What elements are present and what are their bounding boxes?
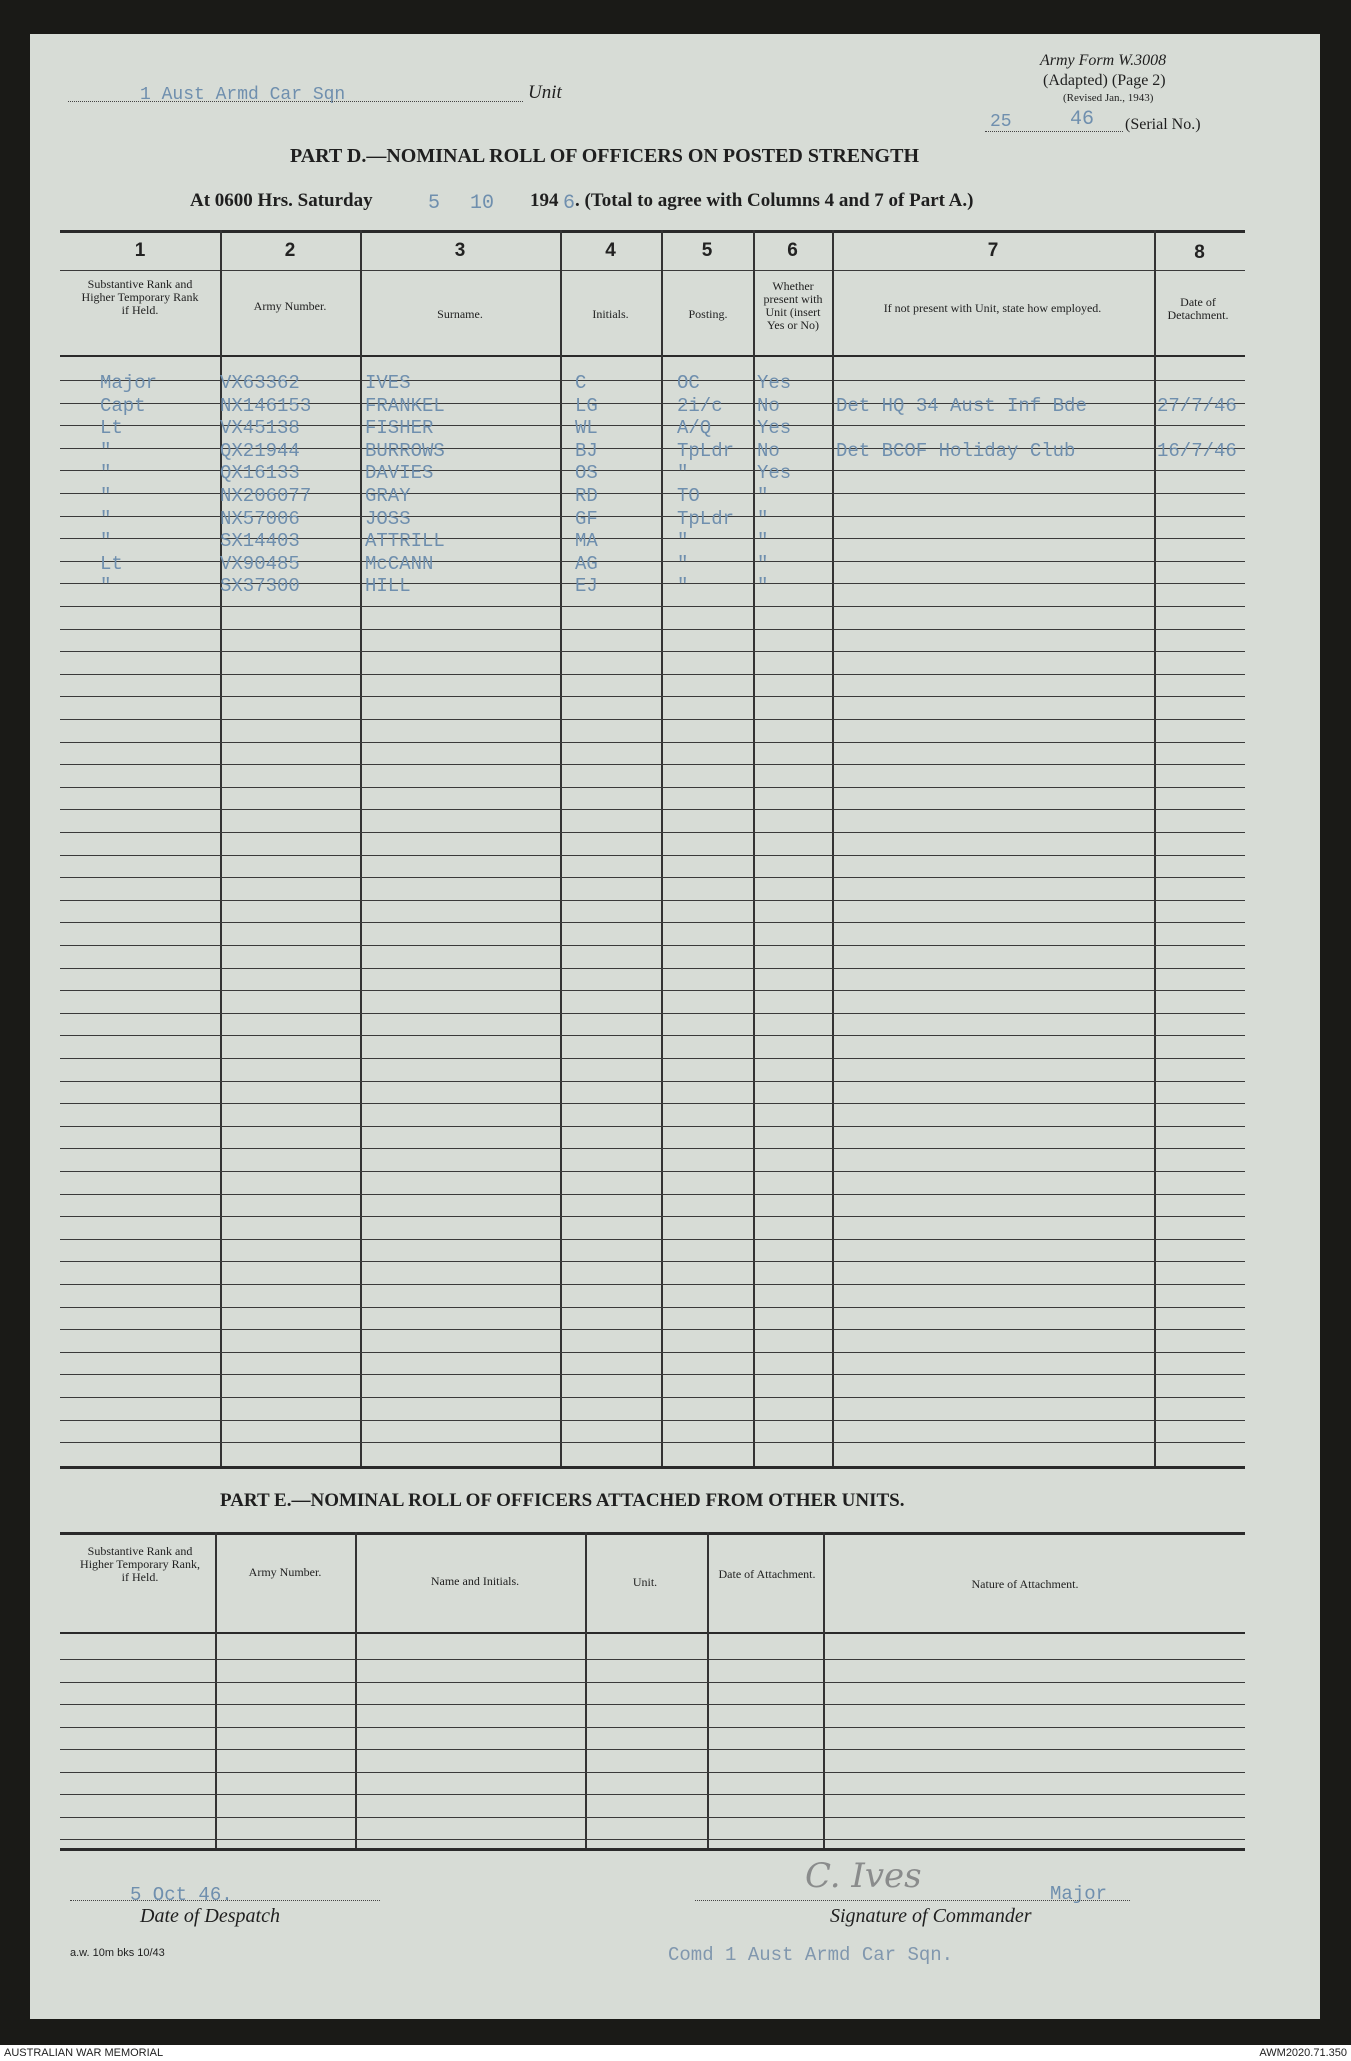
cell-posting: " [677, 575, 689, 598]
form-revised: (Revised Jan., 1943) [1063, 92, 1154, 104]
cell-rank: Major [100, 372, 158, 394]
cell-present: No [757, 394, 780, 417]
e-header-rank: Substantive Rank and Higher Temporary Rank, if Held. [80, 1544, 200, 1584]
col-header-initials: Initials. [592, 307, 629, 321]
col-number-8: 8 [1194, 242, 1205, 263]
cell-surname: DAVIES [365, 462, 434, 485]
unit-label: Unit [528, 82, 562, 103]
command-line: Comd 1 Aust Armd Car Sqn. [668, 1944, 954, 1966]
ruled-line [60, 1772, 1245, 1773]
cell-surname: HILL [365, 575, 411, 598]
cell-rank: " [100, 530, 112, 553]
cell-present: Yes [757, 372, 792, 394]
cell-present: Yes [757, 417, 792, 440]
ruled-line [60, 1058, 1245, 1059]
cell-present: " [757, 485, 769, 507]
col-header-posting: Posting. [688, 307, 728, 321]
ruled-line [60, 855, 1245, 856]
cell-initials: MA [575, 530, 598, 553]
col-header-detachment: Date of Detachment. [1167, 295, 1229, 322]
cell-present: No [757, 439, 780, 462]
cell-employment: Det BCOF Holiday Club [836, 439, 1076, 462]
col-number-2: 2 [284, 240, 296, 261]
ruled-line [60, 1148, 1245, 1149]
cell-surname: GRAY [365, 485, 411, 507]
ruled-line [60, 945, 1245, 946]
cell-rank: " [100, 485, 112, 507]
cell-initials: GF [575, 507, 598, 530]
ruled-line [60, 629, 1245, 630]
ruled-line [60, 922, 1245, 923]
despatch-date: 5 Oct 46. [130, 1884, 233, 1906]
ruled-line [60, 742, 1245, 743]
ruled-line [60, 1284, 1245, 1285]
serial-label: (Serial No.) [1125, 116, 1201, 133]
cell-initials: LG [575, 394, 598, 417]
date-day: 5 [428, 192, 441, 215]
cell-detachment-date: 16/7/46 [1157, 439, 1237, 462]
cell-rank: " [100, 507, 112, 530]
ruled-line [60, 900, 1245, 901]
cell-initials: RD [575, 485, 598, 507]
cell-army-number: NX206077 [220, 485, 312, 507]
col-number-3: 3 [454, 240, 466, 261]
cell-detachment-date: 27/7/46 [1157, 394, 1237, 417]
col-number-7: 7 [987, 240, 999, 261]
ruled-line [60, 1261, 1245, 1262]
cell-army-number: QX16133 [220, 462, 300, 485]
cell-army-number: VX90485 [220, 552, 300, 575]
ruled-line [60, 1307, 1245, 1308]
cell-initials: C [575, 372, 587, 394]
ruled-line [60, 1442, 1245, 1443]
e-header-name: Name and Initials. [430, 1574, 520, 1588]
serial-a: 25 [990, 112, 1012, 132]
ruled-line [60, 1216, 1245, 1217]
ruled-line [60, 787, 1245, 788]
cell-rank: " [100, 462, 112, 485]
part-e-title: PART E.—NOMINAL ROLL OF OFFICERS ATTACHED FROM OTHER UNITS. [220, 1490, 905, 1511]
col-header-army-number: Army Number. [253, 299, 327, 313]
col-header-employed: If not present with Unit, state how employed. [883, 301, 1102, 315]
form-title: Army Form W.3008 [1040, 52, 1167, 69]
ruled-line [60, 1239, 1245, 1240]
ruled-line [60, 1817, 1245, 1818]
footer-accession: AWM2020.71.350 [1259, 2047, 1347, 2059]
cell-army-number: NX146153 [220, 394, 312, 417]
ruled-line [60, 877, 1245, 878]
cell-rank: Lt [100, 552, 123, 575]
ruled-line [60, 1794, 1245, 1795]
ruled-line [60, 832, 1245, 833]
ruled-line [60, 1839, 1245, 1840]
col-number-1: 1 [134, 240, 146, 261]
cell-rank: " [100, 575, 112, 598]
ruled-line [60, 764, 1245, 765]
at-text-2: . (Total to agree with Columns 4 and 7 of Part A.) [575, 190, 974, 211]
ruled-line [60, 1374, 1245, 1375]
cell-surname: JOSS [365, 507, 411, 530]
cell-surname: FISHER [365, 417, 434, 440]
cell-posting: 2i/c [677, 394, 723, 417]
cell-initials: OS [575, 462, 598, 485]
cell-rank: " [100, 439, 112, 462]
cell-rank: Capt [100, 394, 146, 417]
unit-dotted-line [68, 101, 523, 102]
ruled-line [60, 1194, 1245, 1195]
date-year-print: 194 [530, 190, 559, 211]
e-header-unit: Unit. [632, 1575, 658, 1589]
form-adapted: (Adapted) (Page 2) [1043, 72, 1166, 89]
ruled-line [60, 1397, 1245, 1398]
cell-present: " [757, 507, 769, 530]
cell-army-number: SX14403 [220, 530, 300, 553]
part-d-title: PART D.—NOMINAL ROLL OF OFFICERS ON POSTED STRENGTH [290, 145, 920, 167]
ruled-line [60, 1013, 1245, 1014]
signature-scrawl: C. Ives [805, 1856, 922, 1896]
ruled-line [60, 606, 1245, 607]
unit-value: 1 Aust Armd Car Sqn [140, 85, 346, 105]
cell-army-number: VX63362 [220, 372, 300, 394]
cell-posting: OC [677, 372, 700, 394]
cell-present: " [757, 530, 769, 553]
ruled-line [60, 1103, 1245, 1104]
ruled-line [60, 1329, 1245, 1330]
ruled-line [60, 809, 1245, 810]
ruled-line [60, 674, 1245, 675]
cell-army-number: NX57006 [220, 507, 300, 530]
ruled-line [60, 1081, 1245, 1082]
ruled-line [60, 990, 1245, 991]
ruled-line [60, 1727, 1245, 1728]
despatch-dotted-line [70, 1900, 380, 1901]
serial-b: 46 [1070, 108, 1095, 131]
cell-initials: WL [575, 417, 598, 440]
cell-posting: TO [677, 485, 700, 507]
col-number-4: 4 [605, 240, 616, 261]
cell-posting: TpLdr [677, 507, 735, 530]
cell-posting: " [677, 462, 689, 485]
signature-label: Signature of Commander [830, 1905, 1032, 1927]
cell-posting: " [677, 552, 689, 575]
archive-footer [0, 2045, 1351, 2061]
e-header-date: Date of Attachment. [718, 1567, 816, 1581]
commander-rank: Major [1050, 1883, 1108, 1905]
col-header-surname: Surname. [437, 307, 483, 321]
cell-initials: EJ [575, 575, 598, 598]
date-year-typed: 6 [563, 192, 576, 215]
despatch-label: Date of Despatch [140, 1905, 280, 1927]
col-number-6: 6 [787, 240, 798, 261]
serial-dotted-line [985, 131, 1123, 132]
ruled-line [60, 1126, 1245, 1127]
cell-surname: FRANKEL [365, 394, 445, 417]
ruled-line [60, 1420, 1245, 1421]
ruled-line [60, 1171, 1245, 1172]
cell-army-number: SX37300 [220, 575, 300, 598]
signature-dotted-line [695, 1900, 1130, 1901]
cell-army-number: QX21944 [220, 439, 300, 462]
col-header-rank: Substantive Rank and Higher Temporary Rank if Held. [81, 277, 199, 317]
ruled-line [60, 1682, 1245, 1683]
cell-posting: TpLdr [677, 439, 735, 462]
cell-surname: IVES [365, 372, 411, 394]
ruled-line [60, 651, 1245, 652]
col-header-present: Whether present with Unit (insert Yes or No) [763, 279, 823, 332]
cell-initials: AG [575, 552, 598, 575]
ruled-line [60, 968, 1245, 969]
cell-posting: " [677, 530, 689, 553]
ruled-line [60, 719, 1245, 720]
ruled-line [60, 1035, 1245, 1036]
cell-present: " [757, 552, 769, 575]
cell-surname: McCANN [365, 552, 434, 575]
footer-institution: AUSTRALIAN WAR MEMORIAL [4, 2047, 164, 2059]
ruled-line [60, 1352, 1245, 1353]
ruled-line [60, 696, 1245, 697]
cell-surname: ATTRILL [365, 530, 445, 553]
cell-present: " [757, 575, 769, 598]
ruled-line [60, 1659, 1245, 1660]
ruled-line [60, 1749, 1245, 1750]
at-text-1: At 0600 Hrs. Saturday [190, 190, 373, 211]
e-header-nature: Nature of Attachment. [971, 1577, 1079, 1591]
cell-employment: Det HQ 34 Aust Inf Bde [836, 394, 1087, 417]
cell-army-number: VX45138 [220, 417, 300, 440]
e-header-army-number: Army Number. [248, 1565, 322, 1579]
date-month: 10 [470, 192, 495, 215]
cell-present: Yes [757, 462, 792, 485]
cell-rank: Lt [100, 417, 123, 440]
cell-posting: A/Q [677, 417, 712, 440]
print-code: a.w. 10m bks 10/43 [70, 1947, 165, 1959]
cell-surname: BURROWS [365, 439, 445, 462]
cell-initials: BJ [575, 439, 598, 462]
col-number-5: 5 [701, 240, 713, 261]
ruled-line [60, 1704, 1245, 1705]
